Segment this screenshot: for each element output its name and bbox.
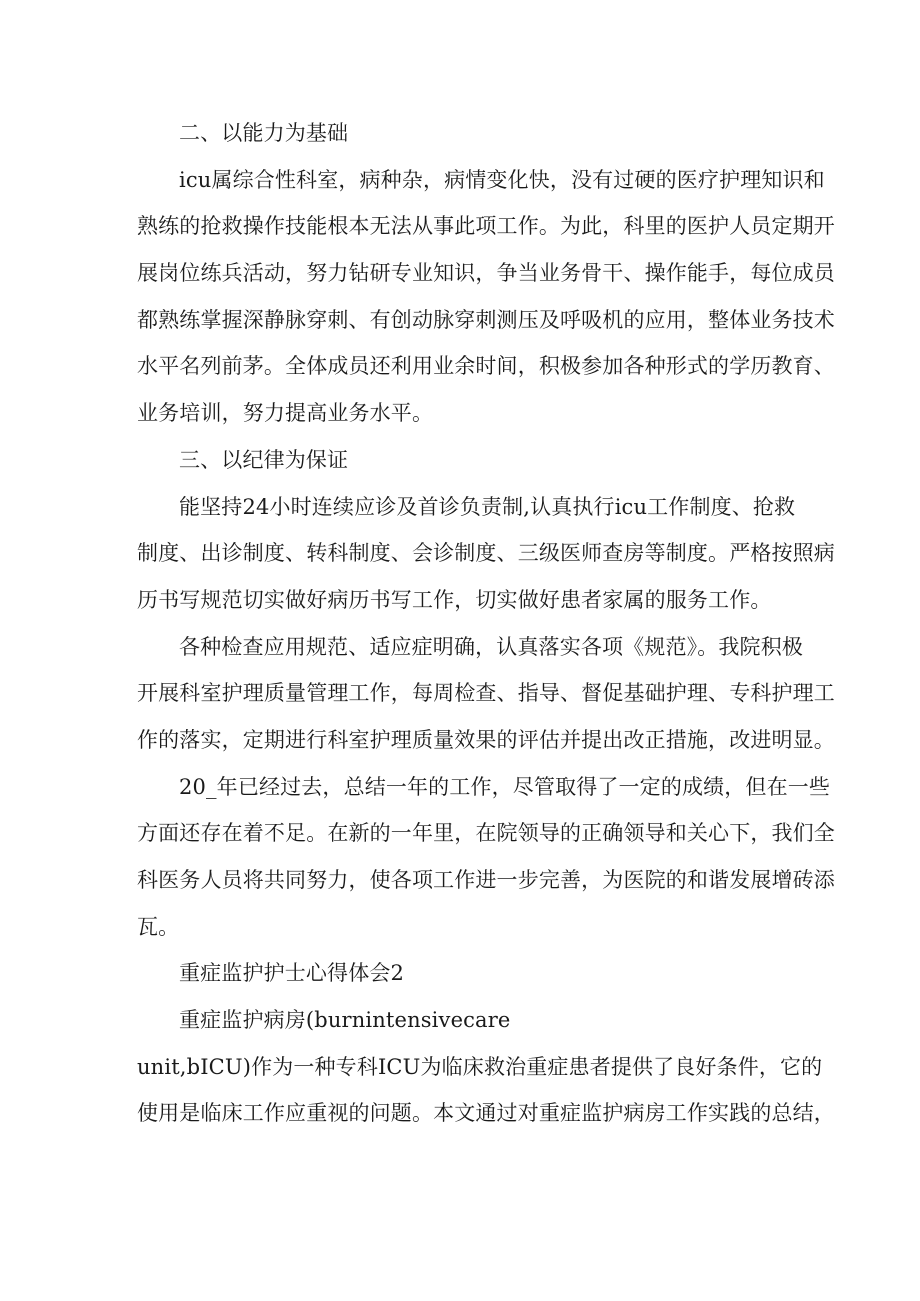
paragraph-line: 能坚持24小时连续应诊及首诊负责制,认真执行icu工作制度、抢救 — [179, 494, 796, 519]
paragraph-line: 制度、出诊制度、转科制度、会诊制度、三级医师查房等制度。严格按照病 — [137, 541, 835, 566]
paragraph-line: icu属综合性科室，病种杂，病情变化快，没有过硬的医疗护理知识和 — [179, 167, 825, 192]
section-title: 重症监护护士心得体会2 — [179, 961, 405, 986]
paragraph-line: 瓦。 — [137, 914, 180, 939]
paragraph-line: 科医务人员将共同努力，使各项工作进一步完善，为医院的和谐发展增砖添 — [137, 868, 835, 892]
paragraph-line: 都熟练掌握深静脉穿刺、有创动脉穿刺测压及呼吸机的应用，整体业务技术 — [137, 307, 835, 332]
paragraph-line: unit,bICU)作为一种专科ICU为临床救治重症患者提供了良好条件，它的 — [137, 1054, 823, 1079]
paragraph-line: 使用是临床工作应重视的问题。本文通过对重症监护病房工作实践的总结， — [137, 1101, 835, 1126]
paragraph-line: 水平名列前茅。全体成员还利用业余时间，积极参加各种形式的学历教育、 — [137, 354, 835, 379]
paragraph-line: 熟练的抢救操作技能根本无法从事此项工作。为此，科里的医护人员定期开 — [137, 214, 835, 239]
paragraph-line: 历书写规范切实做好病历书写工作，切实做好患者家属的服务工作。 — [137, 587, 772, 612]
paragraph-line: 重症监护病房(burnintensivecare — [179, 1008, 511, 1033]
paragraph-line: 展岗位练兵活动，努力钻研专业知识，争当业务骨干、操作能手，每位成员 — [137, 261, 835, 286]
paragraph-line: 各种检查应用规范、适应症明确，认真落实各项《规范》。我院积极 — [179, 634, 803, 659]
section-heading: 三、以纪律为保证 — [179, 447, 349, 472]
section-heading: 二、以能力为基础 — [179, 121, 349, 145]
document-body — [137, 110, 835, 1137]
paragraph-line: 20_年已经过去，总结一年的工作，尽管取得了一定的成绩，但在一些 — [179, 774, 831, 799]
paragraph-line: 作的落实，定期进行科室护理质量效果的评估并提出改正措施，改进明显。 — [137, 727, 835, 752]
paragraph-line: 方面还存在着不足。在新的一年里，在院领导的正确领导和关心下，我们全 — [137, 821, 835, 846]
paragraph-line: 业务培训，努力提高业务水平。 — [137, 401, 434, 426]
paragraph-line: 开展科室护理质量管理工作，每周检查、指导、督促基础护理、专科护理工 — [137, 681, 835, 706]
